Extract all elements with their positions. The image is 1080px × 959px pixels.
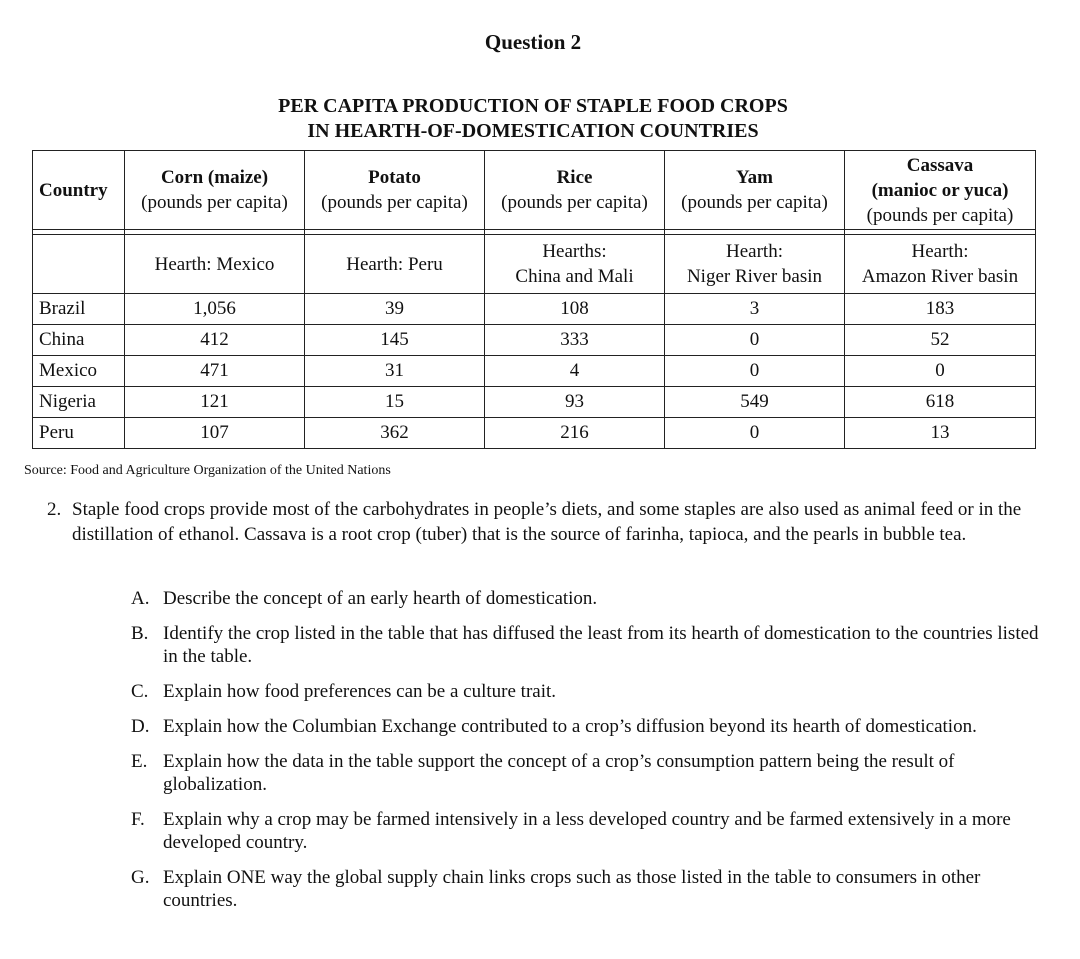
value-cell: 412 bbox=[125, 325, 305, 356]
table-row-brazil bbox=[33, 294, 1036, 325]
value-cell: 362 bbox=[305, 418, 485, 449]
hearth-row bbox=[33, 235, 1036, 294]
value-cell: 93 bbox=[485, 387, 665, 418]
value-cell: 39 bbox=[305, 294, 485, 325]
country-cell: Peru bbox=[33, 418, 125, 449]
value-cell: 618 bbox=[845, 387, 1036, 418]
cassava-column-header bbox=[845, 151, 1036, 230]
value-cell: 108 bbox=[485, 294, 665, 325]
value-cell: 549 bbox=[665, 387, 845, 418]
table-row-nigeria bbox=[33, 387, 1036, 418]
part-letter: B. bbox=[131, 623, 149, 644]
country-column-header: Country bbox=[33, 151, 125, 230]
table-row-mexico bbox=[33, 356, 1036, 387]
column-header-row bbox=[33, 151, 1036, 230]
part-letter: A. bbox=[131, 588, 150, 609]
question-number: 2. bbox=[47, 499, 62, 520]
part-text: Explain why a crop may be farmed intensively in a less developed country and be farmed extensively in a more developed country. bbox=[163, 809, 1011, 853]
value-cell: 107 bbox=[125, 418, 305, 449]
crop-production-table bbox=[32, 150, 1036, 449]
part-letter: C. bbox=[131, 681, 149, 702]
value-cell: 0 bbox=[665, 325, 845, 356]
cassava-name: Cassava bbox=[906, 154, 974, 176]
value-cell: 52 bbox=[845, 325, 1036, 356]
table-title-line-2: IN HEARTH-OF-DOMESTICATION COUNTRIES bbox=[307, 120, 759, 142]
table-row-peru bbox=[33, 418, 1036, 449]
part-letter: G. bbox=[131, 867, 150, 888]
cassava-hearth bbox=[845, 235, 1036, 294]
value-cell: 471 bbox=[125, 356, 305, 387]
part-letter: F. bbox=[131, 809, 145, 830]
yam-hearth bbox=[665, 235, 845, 294]
question-part-f bbox=[131, 808, 1046, 854]
value-cell: 4 bbox=[485, 356, 665, 387]
question-title: Question 2 bbox=[484, 30, 582, 54]
cassava-hearth-line-2: Amazon River basin bbox=[861, 266, 1019, 287]
question-part-g bbox=[131, 866, 1046, 912]
potato-hearth-line-1: Hearth: Peru bbox=[346, 253, 443, 275]
rice-unit: (pounds per capita) bbox=[501, 192, 648, 213]
yam-unit: (pounds per capita) bbox=[681, 192, 828, 213]
value-cell: 183 bbox=[845, 294, 1036, 325]
question-part-a bbox=[131, 587, 1046, 610]
source-note: Source: Food and Agriculture Organization of the United Nations bbox=[24, 463, 391, 478]
cassava-alt-name: (manioc or yuca) bbox=[871, 179, 1009, 201]
value-cell: 121 bbox=[125, 387, 305, 418]
yam-name: Yam bbox=[736, 167, 773, 188]
part-text: Explain how food preferences can be a culture trait. bbox=[163, 681, 557, 702]
part-text: Explain ONE way the global supply chain links crops such as those listed in the table to consumers in other countries. bbox=[163, 867, 981, 911]
value-cell: 145 bbox=[305, 325, 485, 356]
corn-column-header bbox=[125, 151, 305, 230]
value-cell: 216 bbox=[485, 418, 665, 449]
yam-column-header bbox=[665, 151, 845, 230]
rice-hearth-line-1: Hearths: bbox=[542, 241, 607, 262]
question-prompt bbox=[47, 497, 1042, 547]
part-text: Describe the concept of an early hearth of domestication. bbox=[163, 588, 598, 609]
cassava-hearth-line-1: Hearth: bbox=[911, 241, 969, 262]
rice-name: Rice bbox=[556, 167, 593, 188]
question-part-c bbox=[131, 680, 1046, 703]
value-cell: 0 bbox=[665, 356, 845, 387]
corn-name: Corn (maize) bbox=[160, 167, 269, 188]
potato-name: Potato bbox=[368, 167, 421, 188]
country-cell: Brazil bbox=[33, 294, 125, 325]
potato-column-header bbox=[305, 151, 485, 230]
rice-hearth bbox=[485, 235, 665, 294]
question-part-d bbox=[131, 715, 1046, 738]
country-cell: Mexico bbox=[33, 356, 125, 387]
value-cell: 1,056 bbox=[125, 294, 305, 325]
part-text: Explain how the Columbian Exchange contributed to a crop’s diffusion beyond its hearth of domestication. bbox=[163, 716, 977, 737]
corn-unit: (pounds per capita) bbox=[141, 192, 288, 213]
country-cell: China bbox=[33, 325, 125, 356]
value-cell: 13 bbox=[845, 418, 1036, 449]
question-part-e bbox=[131, 750, 1046, 796]
potato-unit: (pounds per capita) bbox=[321, 192, 468, 213]
rice-hearth-line-2: China and Mali bbox=[515, 266, 634, 287]
value-cell: 15 bbox=[305, 387, 485, 418]
question-parts bbox=[131, 587, 1046, 924]
table-row-china bbox=[33, 325, 1036, 356]
value-cell: 0 bbox=[845, 356, 1036, 387]
corn-hearth-line-1: Hearth: Mexico bbox=[154, 253, 275, 275]
question-part-b bbox=[131, 622, 1046, 668]
value-cell: 333 bbox=[485, 325, 665, 356]
value-cell: 3 bbox=[665, 294, 845, 325]
yam-hearth-line-2: Niger River basin bbox=[686, 266, 823, 287]
potato-hearth bbox=[305, 235, 485, 294]
part-letter: E. bbox=[131, 751, 148, 772]
question-text: Staple food crops provide most of the carbohydrates in people’s diets, and some staples are also used as animal feed or in the distillation of ethanol. Cassava is a root crop (tuber) that is the source of farinha, tapioca, and the pearls in bubble tea. bbox=[72, 499, 1022, 545]
part-text: Explain how the data in the table support the concept of a crop’s consumption pattern being the result of globalization. bbox=[163, 751, 955, 795]
value-cell: 31 bbox=[305, 356, 485, 387]
part-text: Identify the crop listed in the table that has diffused the least from its hearth of domestication to the countries listed in the table. bbox=[163, 623, 1039, 667]
cassava-unit: (pounds per capita) bbox=[866, 204, 1014, 226]
country-cell: Nigeria bbox=[33, 387, 125, 418]
part-letter: D. bbox=[131, 716, 150, 737]
table-title bbox=[0, 94, 1066, 144]
table-title-line-1: PER CAPITA PRODUCTION OF STAPLE FOOD CROPS bbox=[278, 95, 788, 117]
rice-column-header bbox=[485, 151, 665, 230]
value-cell: 0 bbox=[665, 418, 845, 449]
hearth-row-blank bbox=[33, 235, 125, 294]
corn-hearth bbox=[125, 235, 305, 294]
yam-hearth-line-1: Hearth: bbox=[726, 241, 783, 262]
